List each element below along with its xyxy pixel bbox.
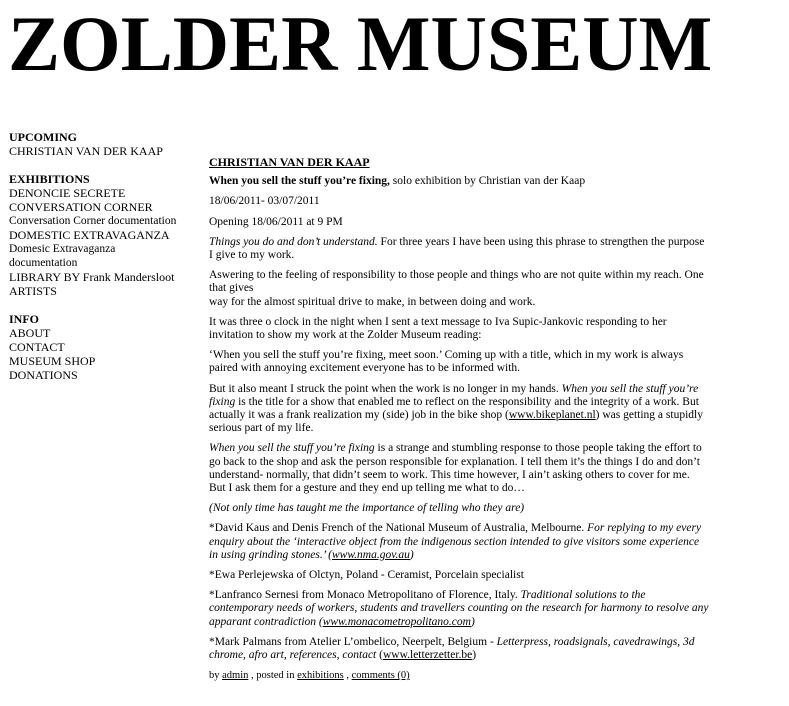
- post-paragraph: [209, 269, 709, 309]
- sidebar-link-christian-van-der-kaap[interactable]: CHRISTIAN VAN DER KAAP: [9, 144, 163, 158]
- post-text-italic: Letterpress, roadsignals, cavedrawings, 3d chrome, afro art, references, contact: [209, 635, 695, 662]
- post-text: ): [472, 649, 477, 662]
- credit-item: [209, 636, 709, 662]
- sidebar-link-domestic-extravaganza[interactable]: DOMESTIC EXTRAVAGANZA: [9, 228, 170, 242]
- post-text: Aswering to the feeling of responsibility to those people and things who are not quite within my reach. One that gives: [209, 269, 704, 295]
- post-text: *Mark Palmans from Atelier L’ombelico, Neerpelt, Belgium -: [209, 635, 497, 648]
- sidebar-link-library[interactable]: LIBRARY BY Frank Mandersloot: [9, 270, 175, 284]
- post-paragraph: ‘When you sell the stuff you’re fixing, meet soon.’ Coming up with a title, which in my work is always paired with annoying excitement everyone has to be informed with.: [209, 349, 684, 375]
- post-text: ) was getting a stupidly serious part of my life.: [209, 409, 703, 435]
- post-paragraph: [209, 502, 709, 515]
- post-text: But it also meant I struck the point when the work is no longer in my hands.: [209, 382, 562, 395]
- credit-item: [209, 589, 709, 629]
- post-text: ): [470, 615, 475, 628]
- sidebar-link-about[interactable]: ABOUT: [9, 326, 51, 340]
- sidebar-heading-upcoming: UPCOMING: [9, 130, 77, 144]
- sidebar-exhibitions: [9, 172, 199, 298]
- post-text: is the title for a show that enabled me to reflect on the responsibility and the integrity of a work. But actually it was a frank realization my (side) job in the bike shop (: [209, 395, 699, 422]
- post-text: For replying to my every enquiry about the ‘interactive object from the indigenous section intended to give visitors some experience in using grinding stones.’ (: [209, 522, 702, 561]
- post-text: Traditional solutions to the contemporary needs of workers, students and travellers counting on the research for harmony to resolve any apparant contradiction (: [209, 589, 709, 628]
- post-paragraph: [209, 236, 709, 262]
- post-intro: [209, 175, 709, 188]
- sidebar-link-museum-shop[interactable]: MUSEUM SHOP: [9, 354, 96, 368]
- sidebar-link-donations[interactable]: DONATIONS: [9, 368, 78, 382]
- category-link[interactable]: exhibitions: [297, 670, 344, 682]
- post-paragraph: It was three o clock in the night when I sent a text message to Iva Supic-Jankovic responding to her invitation to show my work at the Zolder Museum reading:: [209, 315, 667, 342]
- meta-separator: ,: [343, 670, 352, 682]
- sidebar-upcoming: [9, 130, 199, 158]
- post-meta: [209, 669, 709, 682]
- letterzetter-link[interactable]: www.letterzetter.be: [382, 649, 473, 662]
- post-text-italic: (Not only time has taught me the importance of telling who they are): [209, 502, 525, 515]
- sidebar-link-denoncie-secrete[interactable]: DENONCIE SECRETE: [9, 186, 126, 200]
- post-text: For three years I have been using this phrase to strengthen the purpose I give to my work.: [209, 235, 705, 262]
- sidebar-info: [9, 312, 199, 382]
- sidebar-link-conversation-corner[interactable]: CONVERSATION CORNER: [9, 200, 153, 214]
- bikeplanet-link[interactable]: www.bikeplanet.nl: [508, 409, 596, 422]
- post-paragraph: [209, 442, 709, 495]
- post-text: *Lanfranco Sernesi from Monaco Metropolitano of Florence, Italy.: [209, 589, 521, 602]
- post-text: is a strange and stumbling response to those people taking the effort to go back to the shop and ask the person responsible for explanation. I tell them it’s the things I do and don’t understand- normally, that didn’t seem to work. This time however, I ain’t asking others to cover for me. But I ask them for a gesture and they end up telling me what to do…: [209, 442, 702, 495]
- sidebar-link-conversation-corner-documentation[interactable]: Conversation Corner documentation: [9, 215, 177, 227]
- sidebar-link-contact[interactable]: CONTACT: [9, 340, 65, 354]
- post-text: *David Kaus and Denis French of the National Museum of Australia, Melbourne.: [209, 522, 588, 535]
- sidebar-link-artists[interactable]: ARTISTS: [9, 284, 57, 298]
- credit-item: *Ewa Perlejewska of Olctyn, Poland - Ceramist, Porcelain specialist: [209, 569, 524, 582]
- sidebar: [9, 130, 199, 396]
- post-text: (: [376, 649, 383, 662]
- comments-link[interactable]: comments (0): [351, 670, 410, 682]
- credit-item: [209, 522, 709, 562]
- sidebar-heading-exhibitions: EXHIBITIONS: [9, 172, 90, 186]
- post-text: ): [409, 548, 414, 561]
- nma-link[interactable]: www.nma.gov.au: [332, 548, 410, 561]
- post-text: way for the almost spiritual drive to make, in between doing and work.: [209, 295, 536, 308]
- monacometropolitano-link[interactable]: www.monacometropolitano.com: [322, 615, 471, 628]
- post-intro-text: solo exhibition by Christian van der Kaap: [389, 175, 586, 188]
- meta-posted: , posted in: [248, 670, 298, 682]
- post-intro-title: When you sell the stuff you’re fixing,: [209, 175, 390, 188]
- post-dates: 18/06/2011- 03/07/2011: [209, 195, 320, 208]
- post-text-italic: Things you do and don’t understand.: [209, 235, 378, 248]
- post-paragraph: [209, 383, 709, 436]
- post-text-italic: When you sell the stuff you’re fixing: [209, 382, 699, 408]
- post-text-italic: When you sell the stuff you’re fixing: [209, 442, 375, 455]
- post-opening: Opening 18/06/2011 at 9 PM: [209, 215, 343, 228]
- author-link[interactable]: admin: [222, 670, 249, 682]
- sidebar-link-domesic-extravaganza-documentation[interactable]: Domesic Extravaganza documentation: [9, 243, 116, 269]
- site-title[interactable]: ZOLDER MUSEUM: [8, 0, 713, 87]
- meta-by: by: [209, 670, 223, 682]
- sidebar-heading-info: INFO: [9, 312, 39, 326]
- post-title-link[interactable]: CHRISTIAN VAN DER KAAP: [209, 155, 370, 169]
- post: [209, 156, 709, 690]
